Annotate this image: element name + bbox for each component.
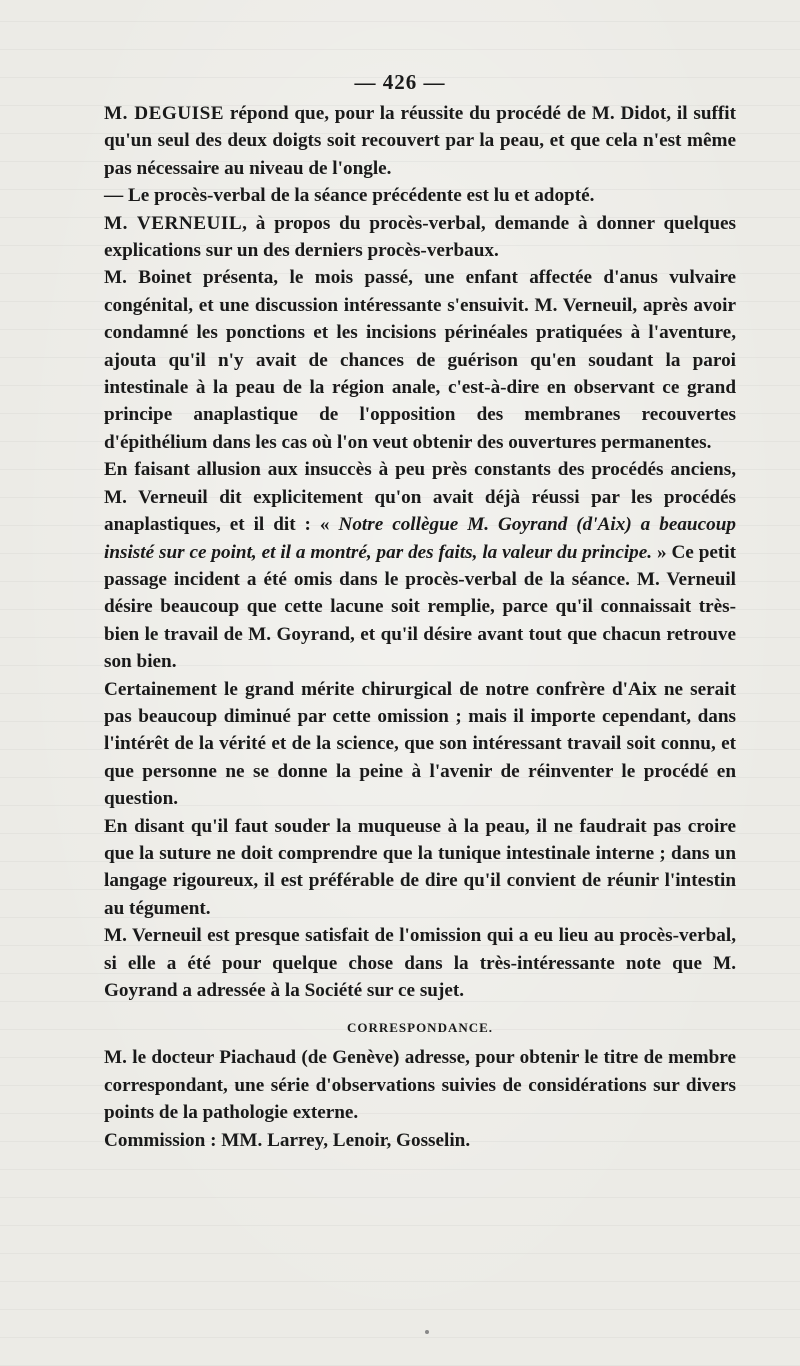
paragraph-suture (104, 813, 736, 923)
paragraph-text: M. Boinet présenta, le mois passé, une enfant affectée d'anus vulvaire congénital, et une discussion intéressante s'ensuivit. M. Verneuil, après avoir condamné les ponctions et les incisions périnéales pratiquées à l'aventure, ajouta qu'il n'y avait de chances de guérison qu'en soudant la paroi intestinale à la peau de la région anale, c'est-à-dire en observant ce grand principe anaplastique de l'opposition des membranes recouvertes d'épithélium dans les cas où l'on veut obtenir des ouvertures permanentes. (104, 267, 736, 453)
paragraph-piachaud (104, 1044, 736, 1126)
section-heading-correspondance: CORRESPONDANCE. (346, 1020, 494, 1036)
paragraph-satisfait (104, 922, 736, 1004)
paragraph-text: — Le procès-verbal de la séance précédente est lu et adopté. (104, 185, 595, 207)
paragraph-text: Certainement le grand mérite chirurgical de notre confrère d'Aix ne serait pas beaucoup diminué par cette omission ; mais il importe cependant, dans l'intérêt de la vérité et de la science, que son intéressant travail soit connu, et que personne ne se donne la peine à l'avenir de réinventer le procédé en question. (104, 678, 736, 810)
paragraph-boinet (104, 264, 736, 456)
paragraph-verneuil-intro (104, 210, 736, 265)
paragraph-text: En faisant allusion aux insuccès à peu près constants des procédés anciens, M. Verneuil dit explicitement qu'on avait déjà réussi par les procédés anaplastiques, et il dit : « (104, 459, 736, 536)
paragraph-goyrand-quote (104, 456, 736, 675)
paragraph-text: , à propos du procès-verbal, demande à donner quelques explications sur un des derniers procès-verbaux. (104, 212, 736, 262)
paragraph-commission (104, 1127, 736, 1154)
speck-mark (425, 1330, 429, 1334)
paragraph-proces-verbal (104, 182, 736, 209)
speaker-name: M. VERNEUIL (104, 212, 243, 234)
paragraph-text: répond que, pour la réussite du procédé de M. Didot, il suffit qu'un seul des deux doigts soit recouvert par la peau, et que cela n'est même pas nécessaire au niveau de l'ongle. (104, 103, 737, 179)
italic-quote: Notre collègue M. Goyrand (d'Aix) a beaucoup insisté sur ce point, et il a montré, par des faits, la valeur du principe. (104, 514, 736, 563)
paragraph-text: » Ce petit passage incident a été omis dans le procès-verbal de la séance. M. Verneuil désire beaucoup que cette lacune soit remplie, parce qu'il connaissait très-bien le travail de M. Goyrand, et qu'il désire avant tout que chacun retrouve son bien. (104, 541, 737, 673)
page-number: — 426 — (354, 70, 446, 94)
paragraph-text: En disant qu'il faut souder la muqueuse à la peau, il ne faudrait pas croire que la suture ne doit comprendre que la tunique intestinale interne ; dans un langage rigoureux, il est préférable de dire qu'il convient de réunir l'intestin au tégument. (104, 815, 736, 919)
body-text (104, 100, 736, 1154)
speaker-name: M. DEGUISE (104, 103, 225, 124)
paragraph-merite (104, 676, 736, 813)
paragraph-deguise (104, 100, 736, 182)
paragraph-text: M. Verneuil est presque satisfait de l'omission qui a eu lieu au procès-verbal, si elle a été pour quelque chose dans la très-intéressante note que M. Goyrand a adressée à la Société sur ce sujet. (104, 925, 736, 1001)
paragraph-text: Commission : MM. Larrey, Lenoir, Gosselin. (104, 1129, 471, 1151)
paragraph-text: M. le docteur Piachaud (de Genève) adresse, pour obtenir le titre de membre correspondant, une série d'observations suivies de considérations sur divers points de la pathologie externe. (104, 1047, 736, 1124)
